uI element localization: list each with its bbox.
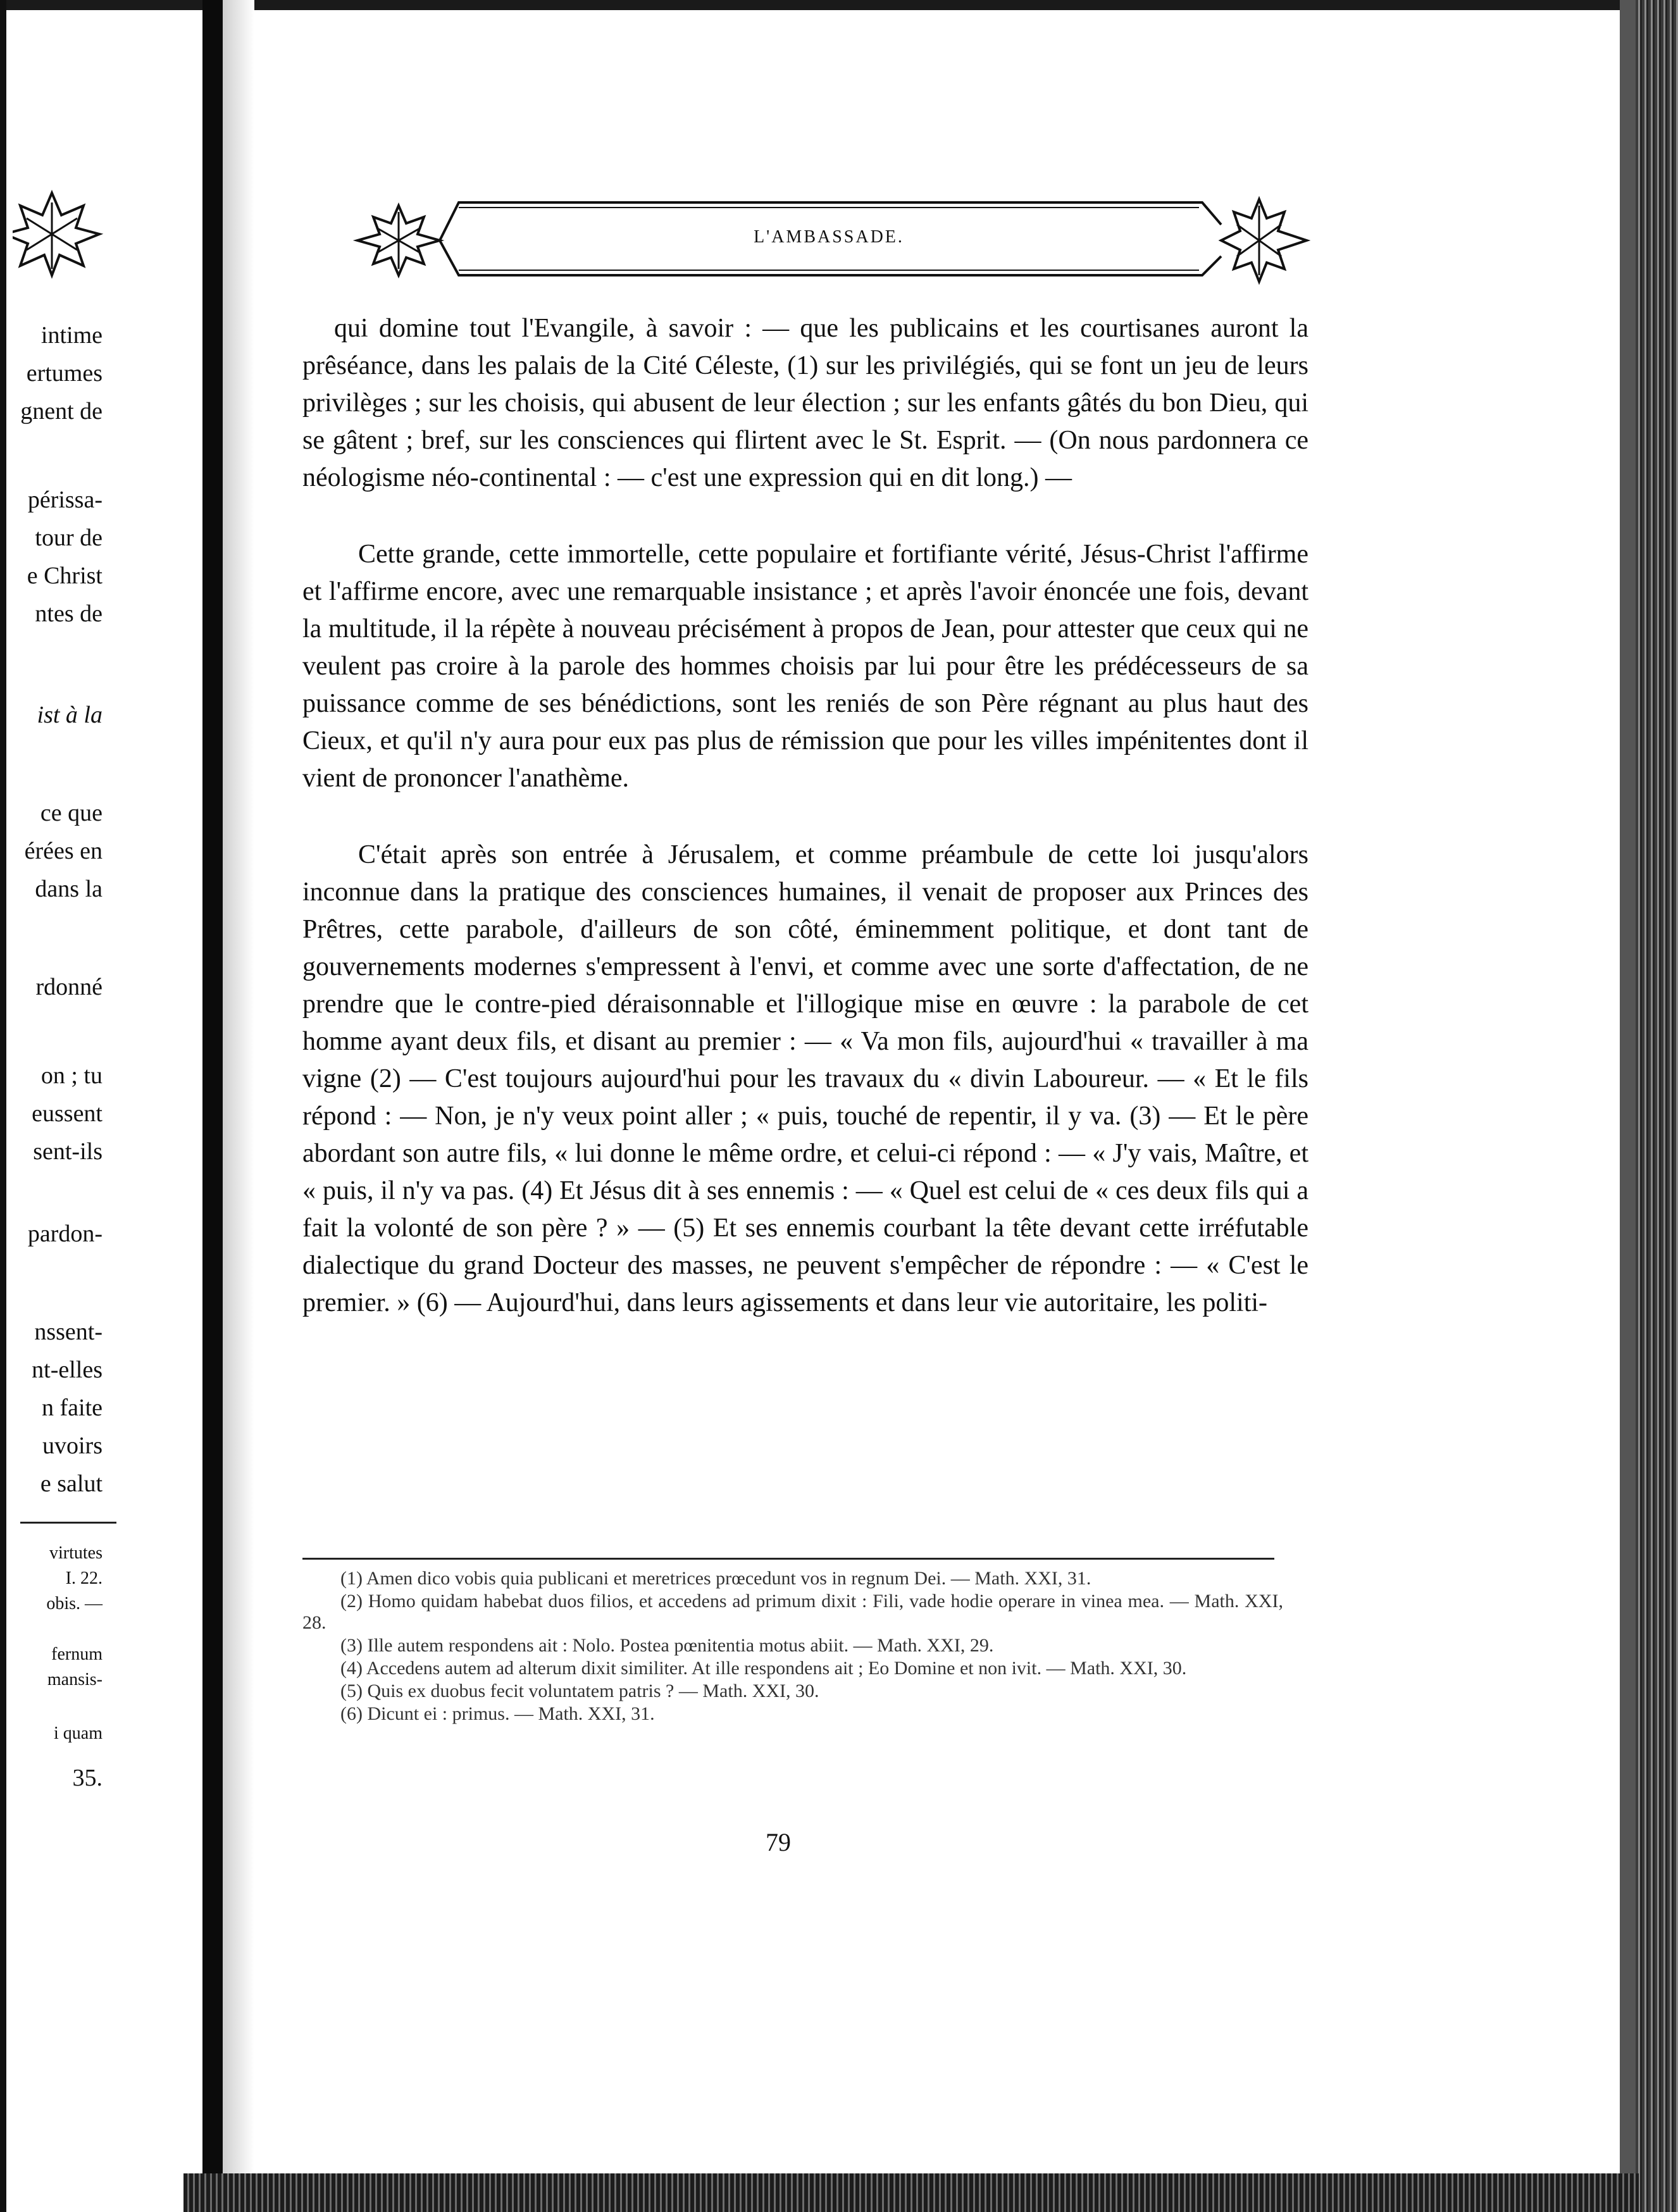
footnote: (1) Amen dico vobis quia publicani et meretrices prœcedunt vos in regnum Dei. — Math. XXI, 31. [340,1568,1091,1589]
facing-page [13,0,202,2177]
page-right-edge [1620,0,1636,2212]
footnote: (5) Quis ex duobus fecit voluntatem patris ? — Math. XXI, 30. [340,1681,819,1701]
fragment-line: ertumes [26,360,103,387]
paragraph: Cette grande, cette immortelle, cette populaire et fortifiante vérité, Jésus-Christ l'affirme et l'affirme encore, avec une remarquable insistance ; et après l'avoir énoncée une fois, devant la multitude, il la répète à nouveau précisément à propos de Jean, pour attester que ceux qui ne veulent pas croire à la parole des hommes choisis par lui pour être les prédécesseurs de sa puissance comme de ses bénédictions, sont les reniés de son Père régnant au plus haut des Cieux, et qu'il n'y aura pour eux pas plus de rémission que pour les villes impénitentes dont il vient de prononcer l'anathème. [302,540,1308,793]
fragment-line: nt-elles [32,1357,103,1383]
footnotes [302,1568,1283,1726]
fragment-line: gnent de [20,398,103,425]
footnote: (4) Accedens autem ad alterum dixit similiter. At ille respondens ait ; Eo Domine et non ivit. — Math. XXI, 30. [340,1658,1187,1679]
fragment-line: dans la [35,876,103,902]
fragment-line: ntes de [35,600,103,627]
footnote-rule [302,1558,1274,1560]
fragment-footnote: fernum [51,1644,103,1664]
fragment-line: n faite [41,1395,103,1421]
fragment-footnote: virtutes [49,1543,103,1563]
paragraph: qui domine tout l'Evangile, à savoir : — que les publicains et les courtisanes auront la prêséance, dans les palais de la Cité Céleste, (1) sur les privilégiés, qui se font un jeu de leurs privilèges ; sur les choisis, qui abusent de leur élection ; sur les enfants gâtés du bon Dieu, qui se gâtent ; bref, sur les consciences qui flirtent avec le St. Esprit. — (On nous pardonnera ce néologisme néo-continental : — c'est une expression qui en dit long.) — [302,314,1308,492]
fragment-line: érées en [24,838,103,864]
fragment-line: intime [40,322,103,349]
page-left-edge [0,0,6,2212]
fragment-footnote: obis. — [46,1594,103,1613]
fragment-line: nssent- [34,1319,103,1345]
footnote-rule [20,1522,116,1524]
fragment-line: e Christ [27,562,103,589]
fragment-line: pardon- [27,1221,103,1247]
running-head-title: L'AMBASSADE. [754,227,904,247]
footnote: (2) Homo quidam habebat duos filios, et accedens ad primum dixit : Fili, vade hodie operare in vinea mea. — Math. XXI, 28. [302,1591,1283,1633]
fragment-page-number: 35. [72,1765,103,1791]
fragment-line: eussent [32,1100,103,1127]
fragment-line: rdonné [35,974,103,1000]
fragment-line: tour de [35,525,103,551]
body-text [302,310,1308,1322]
maple-leaf-ornament-icon [13,180,115,288]
fragment-line: ist à la [37,702,103,728]
fragment-line: sent-ils [33,1138,103,1165]
fragment-line: périssa- [27,487,103,513]
fragment-line: on ; tu [40,1062,103,1089]
fragment-line: ce que [40,800,103,826]
fragment-line: uvoirs [42,1432,103,1459]
book-edge [1636,0,1678,2212]
paragraph: C'était après son entrée à Jérusalem, et comme préambule de cette loi jusqu'alors inconnue dans la pratique des consciences humaines, il venait de proposer aux Princes des Prêtres, cette parabole, d'ailleurs de son côté, éminemment politique, et dont tant de gouvernements modernes s'empressent à l'envi, et comme avec une sorte d'affectation, de ne prendre que le contre-pied déraisonnable et l'illogique mise en œuvre : la parabole de cet homme ayant deux fils, et disant au premier : — « Va mon fils, aujourd'hui « travailler à ma vigne (2) — C'est toujours aujourd'hui pour les travaux du « divin Laboureur. — « Et le fils répond : — Non, je n'y veux point aller ; « puis, touché de repentir, il y va. (3) — Et le père abordant son autre fils, « lui donne le même ordre, et celui-ci répond : — « J'y vais, Maître, et « puis, il n'y va pas. (4) Et Jésus dit à ses ennemis : — « Quel est celui de « ces deux fils qui a fait la volonté de son père ? » — (5) Et ses ennemis courbant la tête devant cette irréfutable dialectique du grand Docteur des masses, ne peuvent s'empêcher de répondre : — « C'est le premier. » (6) — Aujourd'hui, dans leurs agissements et dans leur vie autoritaire, les politi- [302,840,1308,1317]
fragment-footnote: i quam [54,1724,103,1743]
fragment-line: e salut [40,1470,103,1497]
book-gutter [202,0,223,2212]
gutter-shadow [223,0,254,2212]
book-bottom-edge [183,2173,1639,2212]
footnote: (6) Dicunt ei : primus. — Math. XXI, 31. [340,1703,655,1724]
fragment-footnote: mansis- [47,1670,103,1689]
page-number: 79 [766,1828,791,1856]
fragment-footnote: I. 22. [65,1569,103,1588]
running-header [335,187,1322,294]
footnote: (3) Ille autem respondens ait : Nolo. Postea pœnitentia motus abiit. — Math. XXI, 29. [340,1635,994,1656]
